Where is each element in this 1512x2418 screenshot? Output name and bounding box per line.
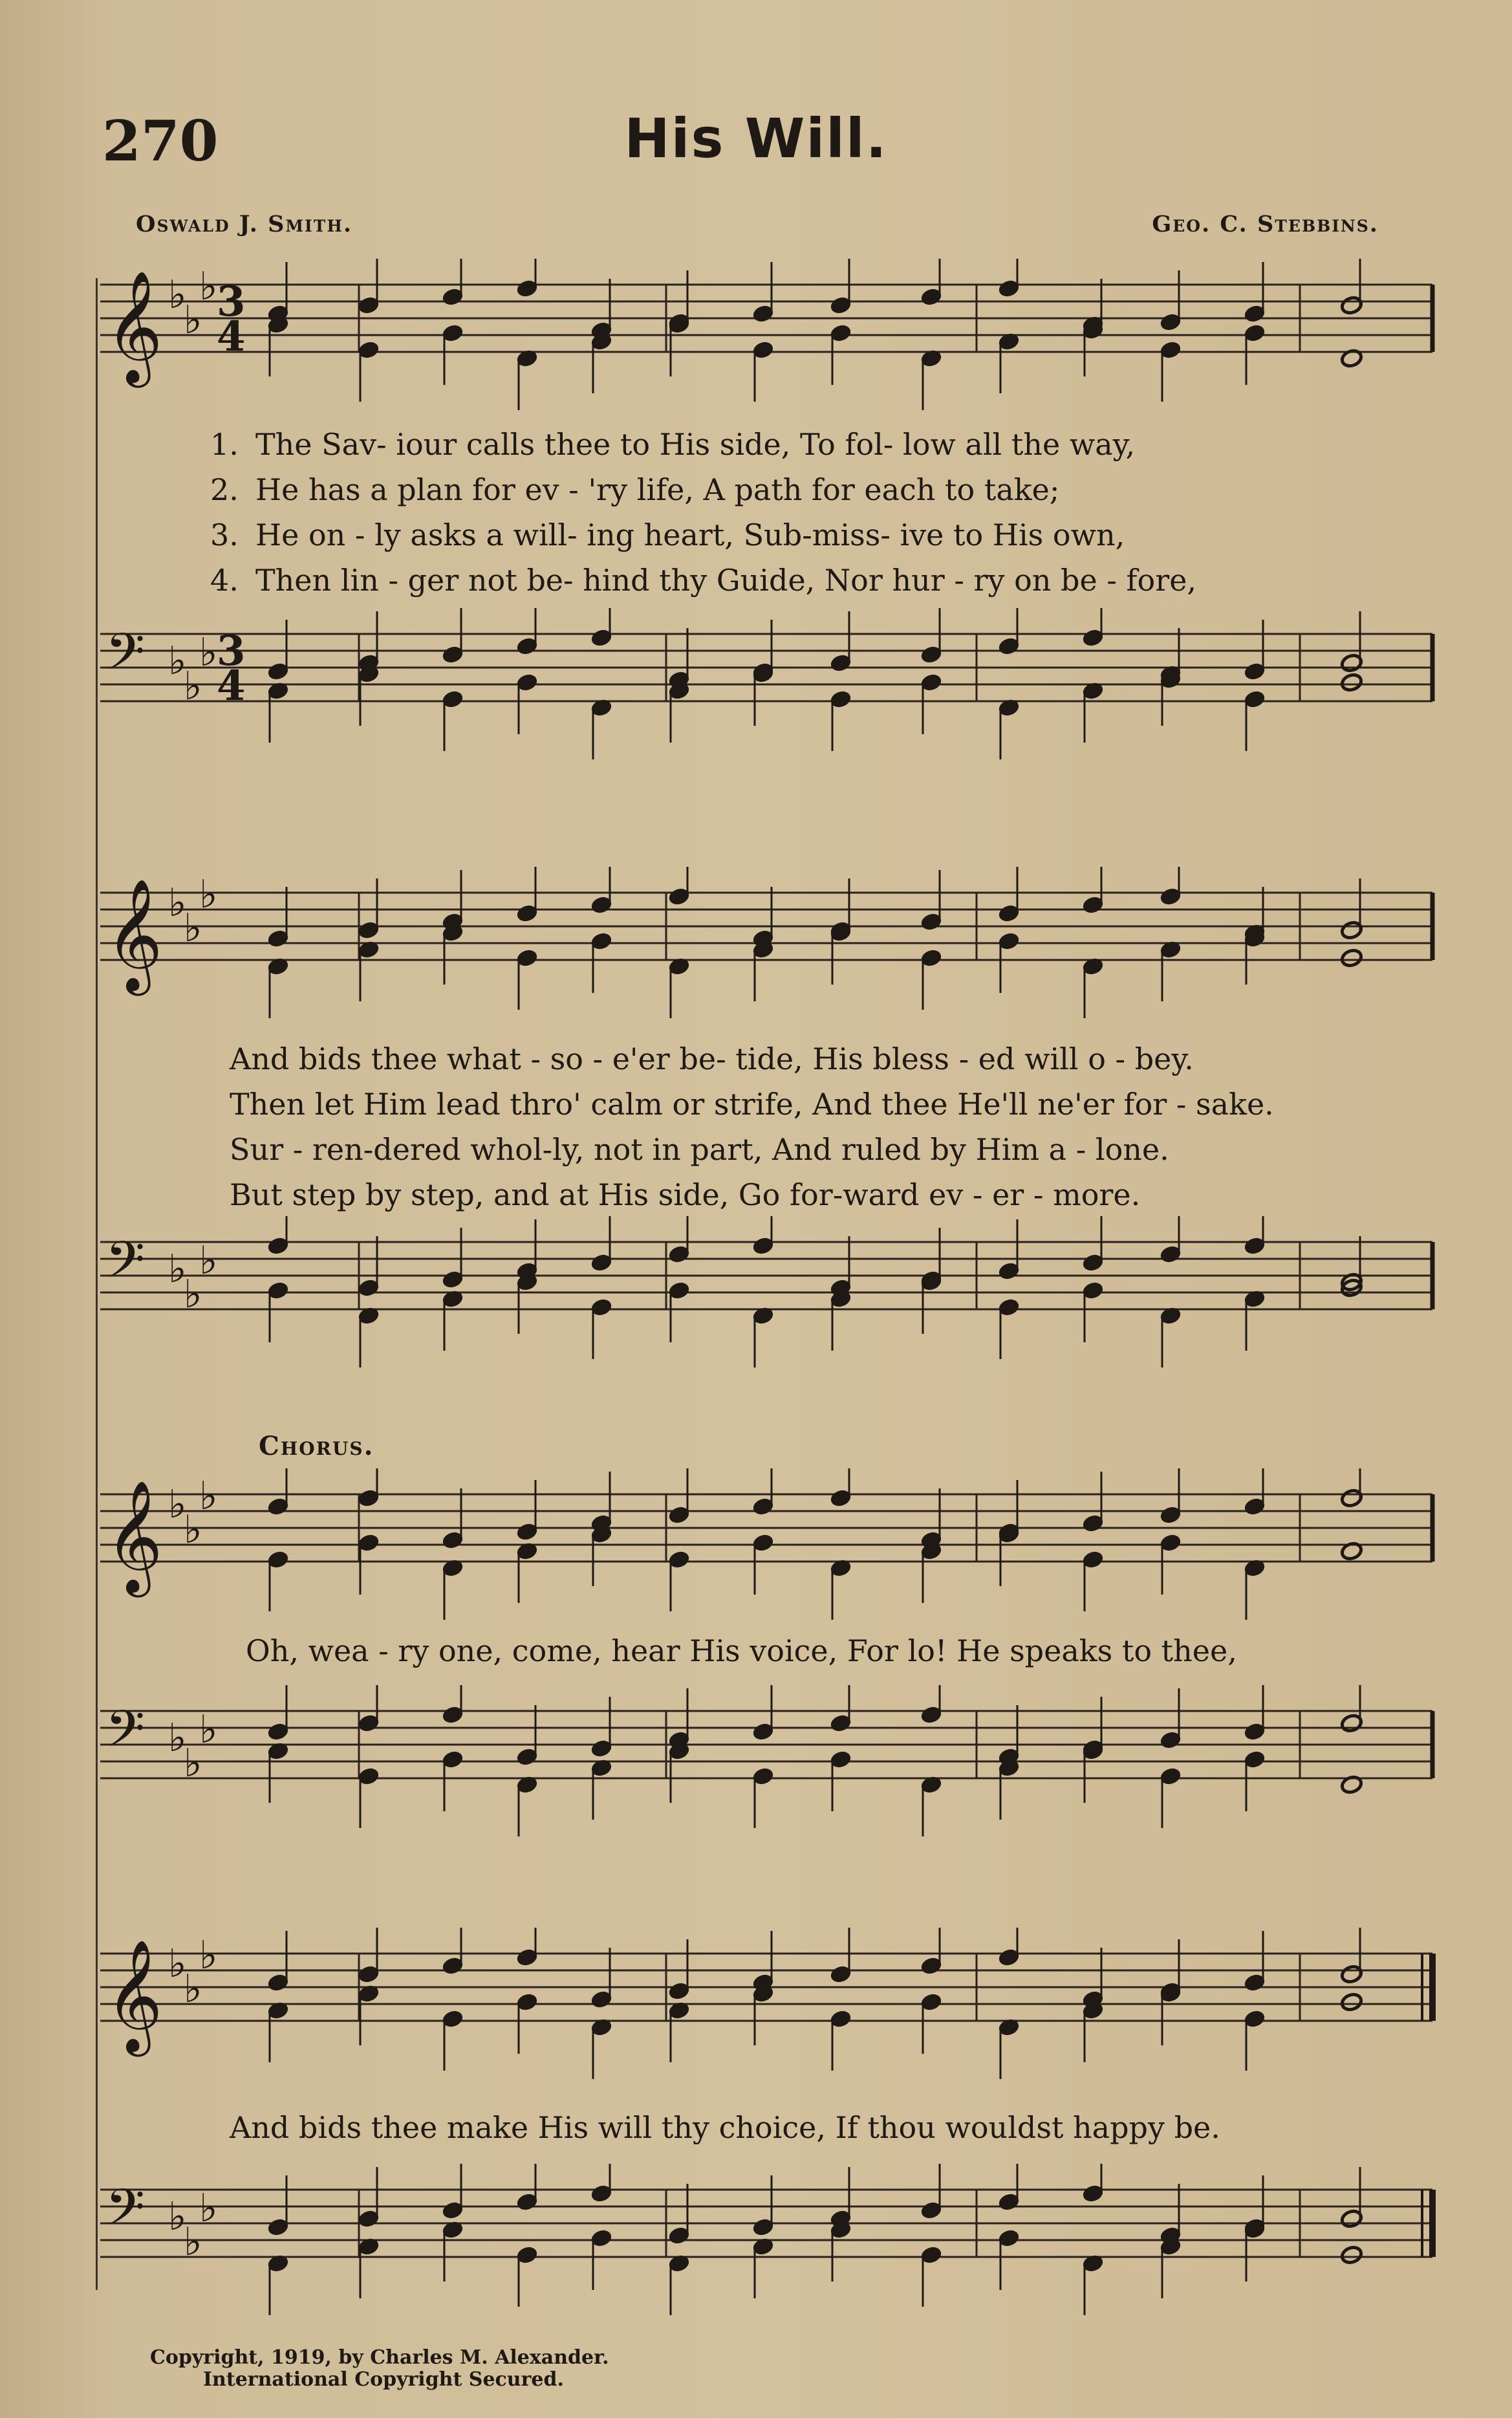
flat-icon: ♭ [199,1707,218,1752]
time-signature-top: 3 [217,627,246,675]
note-head [1340,1992,1363,2012]
treble-clef-icon: 𝄞 [105,1939,163,2052]
verse-lyrics-first-half [210,422,1407,603]
verse-2-line-1: 2. He has a plan for ev - 'ry life, A path for each to take; [210,472,1060,507]
flat-icon: ♭ [184,906,202,951]
system-1-bass-staff [0,608,1512,802]
chorus-line-1: Oh, wea - ry one, come, hear His voice, For lo! He speaks to thee, [246,1633,1237,1668]
chorus-label: Chorus. [259,1431,374,1461]
system-4-bass-staff [0,2164,1512,2345]
verse-4-line-1: 4. Then lin - ger not be- hind thy Guide, Nor hur - ry on be - fore, [210,563,1197,598]
system-3-bass-staff [0,1685,1512,1853]
flat-icon: ♭ [199,1933,218,1978]
flat-icon: ♭ [184,2219,202,2265]
flat-icon: ♭ [199,630,218,675]
composer-credit: Geo. C. Stebbins. [1152,211,1379,237]
bass-clef-icon: 𝄢 [105,623,146,694]
flat-icon: ♭ [184,298,202,343]
treble-clef-icon: 𝄞 [105,1480,163,1593]
system-1-treble-staff [0,259,1512,427]
system-brace-line [96,278,98,2290]
flat-icon: ♭ [168,880,187,926]
time-signature-bottom: 4 [217,662,246,710]
verse-1-line-1: 1. The Sav- iour calls thee to His side, To fol- low all the way, [210,427,1136,462]
treble-clef-icon: 𝄞 [105,878,163,991]
flat-icon: ♭ [168,1247,187,1292]
bass-clef-icon: 𝄢 [105,2179,146,2250]
bass-clef-icon: 𝄢 [105,1231,146,1302]
flat-icon: ♭ [199,872,218,917]
verse-lyrics-second-half [230,1036,1426,1217]
treble-clef-icon: 𝄞 [105,270,163,383]
system-2-bass-staff [0,1216,1512,1404]
copyright-line-2: International Copyright Secured. [203,2368,564,2391]
hymn-title: His Will. [624,107,888,170]
flat-icon: ♭ [184,1741,202,1786]
note-head [1340,948,1363,968]
verse-4-line-2: But step by step, and at His side, Go for-ward ev - er - more. [230,1177,1141,1212]
time-signature-bottom: 4 [217,312,246,361]
flat-icon: ♭ [184,1966,202,2012]
flat-icon: ♭ [184,1507,202,1552]
note-head [1340,2245,1363,2265]
author-credit: Oswald J. Smith. [136,211,353,237]
verse-1-line-2: And bids thee what - so - e'er be- tide, His bless - ed will o - bey. [230,1041,1194,1076]
flat-icon: ♭ [168,272,187,318]
flat-icon: ♭ [168,1482,187,1527]
copyright-notice [150,2347,609,2391]
flat-icon: ♭ [168,1941,187,1987]
verse-2-line-2: Then let Him lead thro' calm or strife, And thee He'll ne'er for - sake. [230,1087,1274,1122]
flat-icon: ♭ [199,264,218,309]
flat-icon: ♭ [168,1715,187,1761]
flat-icon: ♭ [168,638,187,684]
bass-clef-icon: 𝄢 [105,1700,146,1771]
verse-3-line-1: 3. He on - ly asks a will- ing heart, Sub-miss- ive to His own, [210,517,1125,552]
flat-icon: ♭ [199,1474,218,1519]
system-4-treble-staff [0,1928,1512,2083]
flat-icon: ♭ [184,1272,202,1317]
flat-icon: ♭ [199,2186,218,2231]
system-2-treble-staff [0,867,1512,1035]
chorus-line-2: And bids thee make His will thy choice, If thou wouldst happy be. [230,2110,1220,2145]
flat-icon: ♭ [168,2194,187,2239]
verse-3-line-2: Sur - ren-dered whol-ly, not in part, And ruled by Him a - lone. [230,1132,1169,1167]
staff-lines [100,1711,1432,1778]
hymn-number: 270 [102,109,219,174]
note-head [1340,673,1363,693]
copyright-line-1: Copyright, 1919, by Charles M. Alexander. [150,2346,609,2369]
time-signature-top: 3 [217,278,246,326]
flat-icon: ♭ [184,664,202,709]
system-3-treble-staff [0,1468,1512,1624]
flat-icon: ♭ [199,1238,218,1283]
